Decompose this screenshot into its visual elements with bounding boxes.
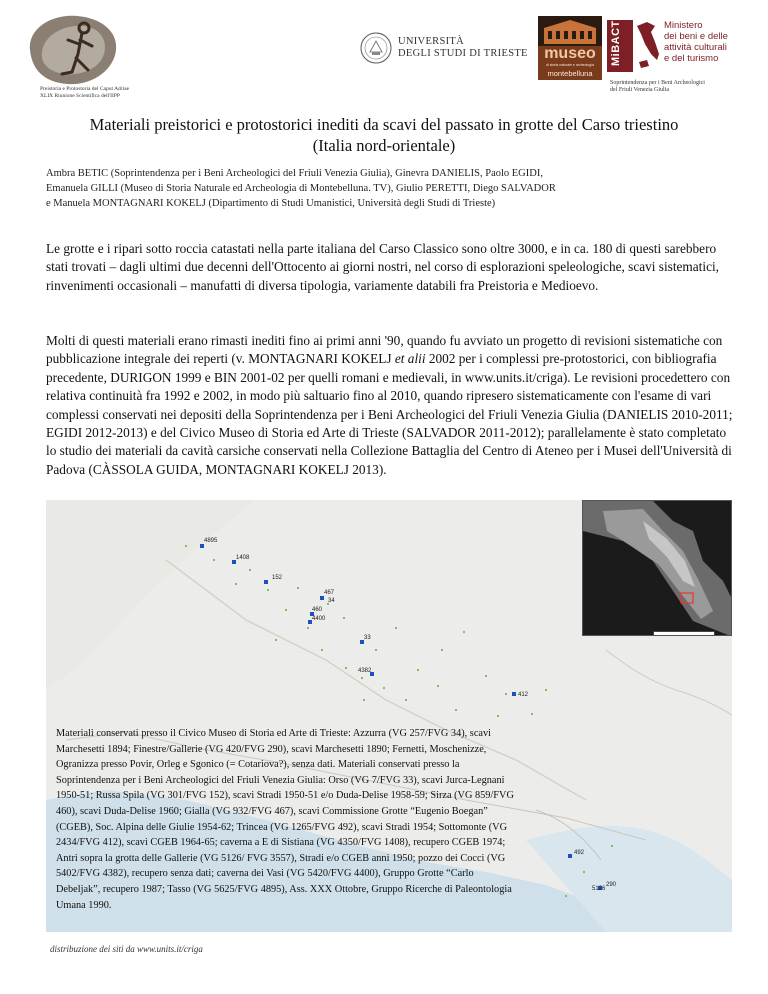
inset-italy-locator bbox=[653, 631, 715, 636]
site-label-34: 34 bbox=[328, 598, 335, 604]
museo-subtitle: di storia naturale e archeologia bbox=[546, 63, 594, 67]
museo-place: montebelluna bbox=[547, 69, 593, 78]
site-label-4382: 4382 bbox=[358, 668, 372, 674]
title-line2: (Italia nord-orientale) bbox=[312, 136, 456, 155]
paragraph-revisions-part1: Molti di questi materiali erano rimasti inediti fino ai primi anni '90, quando fu avviato un progetto di revisioni sistematiche con pubblicazione integrale dei reperti (v. MONTAGNARI KOKELJ bbox=[46, 333, 723, 367]
site-label-467: 467 bbox=[324, 590, 335, 596]
museo-word: museo bbox=[544, 45, 596, 62]
paragraph-intro: Le grotte e i ripari sotto roccia catastati nella parte italiana del Carso Classico sono oltre 3000, e in ca. 180 di questi sarebbero stati trovati – dagli ultimi due decenni dell'Ottocento ai giorni nostri, nel corso di esplorazioni speleologiche, scavi sistematici, rinvenimenti occasionali – manufatti di diversa tipologia, variamente databili fra Preistoria e Medioevo. bbox=[46, 241, 719, 293]
authors bbox=[46, 166, 736, 211]
site-label-5126: 5126 bbox=[592, 886, 606, 892]
site-label-4400: 4400 bbox=[312, 616, 326, 622]
ministero-line1: Ministero bbox=[664, 20, 703, 31]
museo-montebelluna-logo bbox=[538, 16, 602, 80]
site-marker-4895 bbox=[200, 544, 204, 548]
university-seal-icon bbox=[360, 32, 392, 64]
mibact-logo bbox=[607, 20, 633, 72]
ippp-caption bbox=[40, 86, 240, 100]
site-label-412: 412 bbox=[518, 692, 529, 698]
location-inset-map bbox=[582, 500, 732, 636]
museo-building-icon bbox=[538, 16, 602, 46]
title-line1: Materiali preistorici e protostorici inediti da scavi del passato in grotte del Carso triestino bbox=[89, 115, 679, 134]
site-marker-492 bbox=[568, 854, 572, 858]
site-label-152: 152 bbox=[272, 575, 283, 581]
map-credit: distribuzione dei siti da www.units.it/criga bbox=[50, 944, 203, 954]
site-distribution-map bbox=[46, 500, 732, 932]
university-logo bbox=[360, 32, 530, 72]
site-label-290: 290 bbox=[606, 882, 617, 888]
paragraph-revisions-etal: et alii bbox=[394, 351, 426, 367]
poster-title bbox=[40, 114, 728, 156]
site-label-492: 492 bbox=[574, 850, 585, 856]
mibact-text: MiBACT bbox=[610, 20, 622, 66]
italy-outline-icon bbox=[654, 632, 714, 636]
soprintendenza-line1: Soprintendenza per i Beni Archeologici bbox=[610, 80, 705, 86]
ippp-caption-line2: XLIX Riunione Scientifica dell'IIPP bbox=[40, 93, 120, 99]
ministero-text bbox=[664, 20, 759, 64]
ministero-line4: e del turismo bbox=[664, 53, 719, 64]
site-marker-412 bbox=[512, 692, 516, 696]
authors-line2: Emanuela GILLI (Museo di Storia Naturale ed Archeologia di Montebelluna. TV), Giulio PERETTI, Diego SALVADOR bbox=[46, 183, 556, 194]
ministero-line2: dei beni e delle bbox=[664, 31, 728, 42]
university-line1: UNIVERSITÀ bbox=[398, 36, 464, 47]
site-label-460: 460 bbox=[312, 607, 323, 613]
authors-line1: Ambra BETIC (Soprintendenza per i Beni Archeologici del Friuli Venezia Giulia), Ginevra DANIELIS, Paolo EGIDI, bbox=[46, 168, 543, 179]
site-label-33: 33 bbox=[364, 635, 371, 641]
paragraph-revisions-part2: 2002 per i complessi pre-protostorici, con bibliografia precedente, DURIGON 1999 e BIN 2001-02 per quelli romani e medievali, in www.units.it/criga). Le revisioni procedettero con relativa continuità fra 1992 e 2002, in modo più saltuario fino al 2010, quando ripresero sistematicamente con l'esame di vari complessi conservati nei depositi della Soprintendenza per i Beni Archeologici del Friuli Venezia Giulia (DANIELIS 2010-2011; EGIDI 2012-2013) e del Civico Museo di Storia ed Arte di Trieste (SALVADOR 2011-2012); parallelamente è stato completato lo studio dei materiali da cavità carsiche conservati nella Collezione Battaglia del Centro di Ateneo per i Musei dell'Università di Padova (CÀSSOLA GUIDA, MONTAGNARI KOKELJ 2013). bbox=[46, 351, 733, 477]
site-label-1408: 1408 bbox=[236, 555, 250, 561]
soprintendenza-line2: del Friuli Venezia Giulia bbox=[610, 87, 670, 93]
site-marker-152 bbox=[264, 580, 268, 584]
soprintendenza-header bbox=[610, 80, 760, 94]
site-label-4895: 4895 bbox=[204, 538, 218, 544]
italy-silhouette-icon bbox=[633, 20, 663, 72]
map-legend: Materiali conservati presso il Civico Museo di Storia ed Arte di Trieste: Azzurra (VG 257/FVG 34), scavi Marchesetti 1894; Finestre/Gallerie (VG 420/FVG 290), scavi Marchesetti 1890; Fernetti, Moschenizze, Ogranizza presso Povir, Orleg e Sgonico (= Cotariova?), senza dati. Materiali conservati presso la Soprintendenza per i Beni Archeologici del Friuli Venezia Giulia: Orso (VG 7/FVG 33), scavi Jurca-Legnani 1950-51; Russa Spila (VG 301/FVG 152), scavi Stradi 1950-51 e/o Duda-Delise 1958-59; Sirza (VG 859/FVG 460), scavi Duda-Delise 1960; Gialla (VG 932/FVG 467), scavi Commissione Grotte “Eugenio Boegan” (CGEB), Soc. Alpina delle Giulie 1954-62; Trincea (VG 1265/FVG 492), scavi Stradi 1954; Sottomonte (VG 2434/FVG 412), scavi CGEB 1964-65; caverna a E di Sistiana (VG 4350/FVG 1408), recupero CGEB 1974; Antri sopra la grotta delle Gallerie (VG 5126/ FVG 3557), Stradi e/o CGEB anni 1950; pozzo dei Cocci (VG 5402/FVG 4382), recupero senza dati; caverna dei Vasi (VG 5420/FVG 4400), Gruppo Grotte “Carlo Debeljak”, recupero 1987; Tasso (VG 5625/FVG 4895), Ass. XXX Ottobre, Gruppo Ricerche di Paleontologia Umana 1990. bbox=[56, 728, 514, 911]
ippp-logo bbox=[22, 10, 122, 90]
inset-relief bbox=[583, 501, 732, 636]
paragraph-revisions bbox=[46, 332, 736, 479]
university-name bbox=[398, 36, 528, 60]
site-marker-467 bbox=[320, 596, 324, 600]
ministero-line3: attività culturali bbox=[664, 42, 727, 53]
authors-line3: e Manuela MONTAGNARI KOKELJ (Dipartimento di Studi Umanistici, Università degli Studi di Trieste) bbox=[46, 198, 496, 209]
ippp-caption-line1: Preistoria e Protostoria del Caput Adriae bbox=[40, 86, 130, 92]
university-line2: DEGLI STUDI DI TRIESTE bbox=[398, 48, 528, 59]
